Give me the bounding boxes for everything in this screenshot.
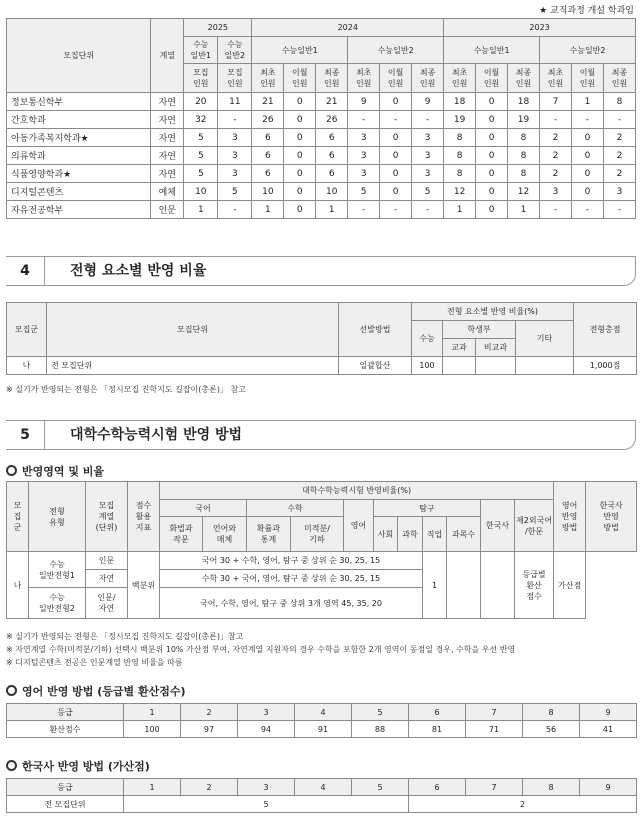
- section-5-note-1: ※ 실기가 반영되는 전형은 「정시모집 진학지도 길잡이(총론)」참고: [6, 632, 244, 641]
- header-korean-1: 화법과 작문: [160, 517, 203, 552]
- english-score: 56: [523, 721, 580, 738]
- cell-value: 3: [540, 183, 572, 201]
- cell-track: 인문: [151, 201, 184, 219]
- cell-value: 0: [284, 93, 316, 111]
- header-nonsubject: 비교과: [476, 339, 516, 357]
- cell-value: 7: [540, 93, 572, 111]
- header-math-1: 확률과 통계: [247, 517, 291, 552]
- grade-header: 3: [238, 704, 295, 721]
- cell-value: 18: [444, 93, 476, 111]
- col-carryover: 이월 인원: [284, 64, 316, 93]
- cell-value: 12: [444, 183, 476, 201]
- cell-history: [447, 552, 481, 619]
- section-number: 4: [6, 257, 45, 285]
- header-etc: 기타: [516, 321, 574, 357]
- table-row: [7, 183, 636, 201]
- cell-value: 0: [284, 129, 316, 147]
- section-title: 대학수학능력시험 반영 방법: [70, 427, 243, 443]
- header-vocational: 직업: [423, 517, 447, 552]
- section-5-note-3: ※ 디지털콘텐츠 전공은 인문계열 반영 비율을 따름: [6, 658, 183, 667]
- cell-value: 19: [508, 111, 540, 129]
- cell-track: 자연: [151, 147, 184, 165]
- header-math: 수학: [247, 500, 344, 517]
- cell-value: -: [380, 201, 412, 219]
- cell-value: 19: [444, 111, 476, 129]
- grade-header: 9: [580, 704, 637, 721]
- cell-value: 3: [218, 129, 252, 147]
- header-math-2: 미적분/ 기하: [291, 517, 344, 552]
- cell-value: 1: [184, 201, 218, 219]
- header-record: 학생부: [443, 321, 516, 339]
- table-row: [7, 111, 636, 129]
- cell-value: -: [603, 201, 635, 219]
- group-2024-gen1: 수능일반1: [252, 37, 348, 64]
- row-label-all: 전 모집단위: [7, 796, 124, 813]
- grade-header: 7: [466, 704, 523, 721]
- cell-value: 26: [252, 111, 284, 129]
- grade-header: 4: [295, 704, 352, 721]
- cell-value: 0: [284, 165, 316, 183]
- cell-value: 0: [571, 183, 603, 201]
- header-suneung: 수능: [412, 321, 443, 357]
- cell-unit-name: 의류학과: [7, 147, 151, 165]
- group-2024-gen2: 수능일반2: [348, 37, 444, 64]
- cell-value: -: [571, 201, 603, 219]
- section-number: 5: [6, 421, 45, 449]
- quota-table: [6, 18, 636, 219]
- english-score: 100: [124, 721, 181, 738]
- cell-type-2: 수능 일반전형2: [29, 588, 86, 619]
- cell-value: 1: [444, 201, 476, 219]
- cell-track: 자연: [151, 129, 184, 147]
- cell-value: 0: [476, 183, 508, 201]
- cell-value: 8: [444, 129, 476, 147]
- cell-value: 9: [412, 93, 444, 111]
- cell-suneung: 100: [412, 357, 443, 375]
- cell-value: 2: [540, 165, 572, 183]
- cell-value: 1: [316, 201, 348, 219]
- grade-header: 1: [124, 779, 181, 796]
- header-korean-2: 언어와 매체: [203, 517, 247, 552]
- cell-value: 21: [252, 93, 284, 111]
- col-final: 최종 인원: [412, 64, 444, 93]
- cell-value: 0: [476, 147, 508, 165]
- cell-value: -: [412, 201, 444, 219]
- cell-value: 0: [476, 165, 508, 183]
- cell-group: 나: [7, 552, 29, 619]
- cell-value: 0: [380, 129, 412, 147]
- col-carryover: 이월 인원: [476, 64, 508, 93]
- cell-value: -: [218, 111, 252, 129]
- english-score: 88: [352, 721, 409, 738]
- history-table: [6, 778, 637, 813]
- cell-value: 3: [412, 165, 444, 183]
- grade-header: 4: [295, 779, 352, 796]
- group-2023-gen1: 수능일반1: [444, 37, 540, 64]
- cell-track-both: 인문/ 자연: [86, 588, 128, 619]
- col-final: 최종 인원: [508, 64, 540, 93]
- cell-value: -: [571, 111, 603, 129]
- col-initial: 최초 인원: [540, 64, 572, 93]
- grade-header: 3: [238, 779, 295, 796]
- cell-value: -: [348, 111, 380, 129]
- cell-second-lang: [481, 552, 515, 619]
- cell-value: 0: [380, 183, 412, 201]
- cell-track: 자연: [151, 111, 184, 129]
- cell-value: 21: [316, 93, 348, 111]
- grade-header: 2: [181, 704, 238, 721]
- table-row: [7, 201, 636, 219]
- cell-unit-name: 디지털콘텐츠: [7, 183, 151, 201]
- english-score: 71: [466, 721, 523, 738]
- cell-eng-method: 등급별 환산 점수: [515, 552, 554, 619]
- cell-value: 10: [252, 183, 284, 201]
- cell-ratio-science: 수학 30 + 국어, 영어, 탐구 중 상위 순 30, 25, 15: [160, 570, 423, 588]
- cell-value: 3: [348, 147, 380, 165]
- cell-value: 6: [252, 147, 284, 165]
- cell-bonus-6-9: 2: [409, 796, 637, 813]
- header-second-lang: 제2외국어 /한문: [515, 500, 554, 552]
- cell-value: 20: [184, 93, 218, 111]
- circle-bullet-icon: [6, 760, 17, 771]
- section-5-note-2: ※ 자연계열 수학(미적분/기하) 선택시 백분위 10% 가산점 부여, 자연계열 지원자의 경우 수학을 포함한 2개 영역이 동점일 경우, 수학을 우선 반영: [6, 645, 516, 654]
- grade-header: 8: [523, 704, 580, 721]
- cell-ratio-top3: 국어, 수학, 영어, 탐구 중 상위 3개 영역 45, 35, 20: [160, 588, 423, 619]
- cell-value: 2: [540, 147, 572, 165]
- grade-header: 5: [352, 704, 409, 721]
- section-5-header: [6, 420, 636, 450]
- header-track: 계열: [151, 19, 184, 93]
- col-initial: 최초 인원: [348, 64, 380, 93]
- header-ratio: 전형 요소별 반영 비율(%): [412, 303, 574, 321]
- col-2025-gen2: 수능 일반2: [218, 37, 252, 64]
- col-quota: 모집 인원: [218, 64, 252, 93]
- section-title: 전형 요소별 반영 비율: [70, 263, 207, 279]
- col-quota: 모집 인원: [184, 64, 218, 93]
- cell-value: 8: [444, 165, 476, 183]
- english-score: 97: [181, 721, 238, 738]
- grade-header: 6: [409, 704, 466, 721]
- cell-value: -: [603, 111, 635, 129]
- cell-value: 2: [603, 129, 635, 147]
- cell-value: 3: [218, 165, 252, 183]
- year-2023: 2023: [444, 19, 636, 37]
- col-2025-gen1: 수능 일반1: [184, 37, 218, 64]
- table-row: [7, 147, 636, 165]
- cell-value: 6: [316, 165, 348, 183]
- cell-value: 5: [218, 183, 252, 201]
- header-hist-method: 한국사 반영 방법: [586, 482, 637, 552]
- cell-value: 10: [316, 183, 348, 201]
- header-korean: 국어: [160, 500, 247, 517]
- cell-value: 18: [508, 93, 540, 111]
- subheading-english: 영어 반영 방법 (등급별 환산점수): [6, 683, 186, 699]
- cell-track: 예체: [151, 183, 184, 201]
- cell-type-1: 수능 일반전형1: [29, 552, 86, 588]
- cell-value: 1: [571, 93, 603, 111]
- cell-value: 3: [218, 147, 252, 165]
- suneung-table: [6, 481, 637, 619]
- cell-bonus-1-5: 5: [124, 796, 409, 813]
- cell-value: 0: [284, 183, 316, 201]
- cell-value: 6: [252, 129, 284, 147]
- cell-value: -: [348, 201, 380, 219]
- header-unit: 모집단위: [47, 303, 339, 357]
- subheading-areas: 반영영역 및 비율: [6, 463, 104, 479]
- cell-track: 자연: [151, 165, 184, 183]
- grade-header: 7: [466, 779, 523, 796]
- cell-value: 26: [316, 111, 348, 129]
- cell-etc: [516, 357, 574, 375]
- row-label-score: 환산점수: [7, 721, 124, 738]
- cell-unit-name: 아동가족복지학과★: [7, 129, 151, 147]
- header-grade: 등급: [7, 704, 124, 721]
- cell-value: 8: [508, 165, 540, 183]
- cell-ratio-humanities: 국어 30 + 수학, 영어, 탐구 중 상위 순 30, 25, 15: [160, 552, 423, 570]
- grade-header: 6: [409, 779, 466, 796]
- cell-unit-name: 자유전공학부: [7, 201, 151, 219]
- cell-track-science: 자연: [86, 570, 128, 588]
- header-eng-method: 영어 반영 방법: [554, 482, 586, 552]
- cell-unit-name: 정보통신학부: [7, 93, 151, 111]
- group-2023-gen2: 수능일반2: [540, 37, 636, 64]
- header-group: 모집군: [7, 303, 47, 357]
- col-carryover: 이월 인원: [571, 64, 603, 93]
- cell-value: 5: [348, 183, 380, 201]
- col-final: 최종 인원: [603, 64, 635, 93]
- cell-value: 6: [252, 165, 284, 183]
- col-initial: 최초 인원: [252, 64, 284, 93]
- cell-value: 3: [412, 147, 444, 165]
- cell-value: 2: [540, 129, 572, 147]
- cell-value: 3: [412, 129, 444, 147]
- cell-value: 8: [444, 147, 476, 165]
- section-4-note: ※ 실기가 반영되는 전형은 「정시모집 진학지도 길잡이(총론)」 참고: [6, 385, 246, 394]
- cell-value: 0: [380, 93, 412, 111]
- header-inquiry: 탐구: [374, 500, 481, 517]
- header-total: 전형총점: [574, 303, 637, 357]
- header-group: 모 집 군: [7, 482, 29, 552]
- cell-value: 0: [380, 147, 412, 165]
- section-4-header: [6, 256, 636, 286]
- header-science: 과학: [398, 517, 423, 552]
- cell-subject: [443, 357, 476, 375]
- header-method: 선발방법: [339, 303, 412, 357]
- cell-value: -: [540, 201, 572, 219]
- cell-track: 자연: [151, 93, 184, 111]
- grade-header: 1: [124, 704, 181, 721]
- header-track: 모집 계열 (단위): [86, 482, 128, 552]
- cell-value: 2: [603, 165, 635, 183]
- cell-track-humanities: 인문: [86, 552, 128, 570]
- cell-method: 일괄합산: [339, 357, 412, 375]
- grade-header: 8: [523, 779, 580, 796]
- table-row: [7, 165, 636, 183]
- table-row: [7, 93, 636, 111]
- ratio-table: [6, 302, 637, 375]
- col-final: 최종 인원: [316, 64, 348, 93]
- cell-value: -: [412, 111, 444, 129]
- grade-header: 2: [181, 779, 238, 796]
- cell-value: -: [540, 111, 572, 129]
- cell-unit-name: 식품영양학과★: [7, 165, 151, 183]
- subheading-history: 한국사 반영 방법 (가산점): [6, 758, 150, 774]
- header-subject-count: 과목수: [447, 517, 481, 552]
- cell-value: 5: [412, 183, 444, 201]
- cell-value: 1: [508, 201, 540, 219]
- circle-bullet-icon: [6, 685, 17, 696]
- cell-value: 3: [348, 165, 380, 183]
- cell-value: -: [218, 201, 252, 219]
- cell-subject-count: 1: [423, 552, 447, 619]
- cell-value: 6: [316, 129, 348, 147]
- cell-value: 1: [252, 201, 284, 219]
- english-score: 91: [295, 721, 352, 738]
- cell-value: 3: [603, 183, 635, 201]
- cell-unit: 전 모집단위: [47, 357, 339, 375]
- col-carryover: 이월 인원: [380, 64, 412, 93]
- header-score: 점수 활용 지표: [128, 482, 160, 552]
- cell-nonsubject: [476, 357, 516, 375]
- cell-value: 11: [218, 93, 252, 111]
- cell-value: 9: [348, 93, 380, 111]
- header-ratio: 대학수학능력시험 반영비율(%): [160, 482, 554, 500]
- header-english: 영어: [344, 500, 374, 552]
- cell-value: 0: [284, 147, 316, 165]
- cell-value: 6: [316, 147, 348, 165]
- cell-hist-method: 가산점: [554, 552, 586, 619]
- col-initial: 최초 인원: [444, 64, 476, 93]
- cell-value: 8: [508, 129, 540, 147]
- cell-total: 1,000점: [574, 357, 637, 375]
- cell-value: 8: [603, 93, 635, 111]
- grade-header: 5: [352, 779, 409, 796]
- cell-unit-name: 간호학과: [7, 111, 151, 129]
- header-history: 한국사: [481, 500, 515, 552]
- cell-value: 10: [184, 183, 218, 201]
- circle-bullet-icon: [6, 465, 17, 476]
- header-subject: 교과: [443, 339, 476, 357]
- cell-value: 12: [508, 183, 540, 201]
- cell-value: 3: [348, 129, 380, 147]
- cell-value: 0: [380, 165, 412, 183]
- cell-value: 0: [571, 147, 603, 165]
- cell-value: 0: [476, 201, 508, 219]
- cell-value: 0: [476, 129, 508, 147]
- cell-value: 5: [184, 165, 218, 183]
- year-2024: 2024: [252, 19, 444, 37]
- cell-value: 0: [571, 165, 603, 183]
- english-score: 81: [409, 721, 466, 738]
- top-note: ★ 교직과정 개설 학과임: [539, 6, 634, 16]
- table-row: [7, 129, 636, 147]
- english-score: 94: [238, 721, 295, 738]
- cell-value: 32: [184, 111, 218, 129]
- cell-value: 0: [571, 129, 603, 147]
- grade-header: 9: [580, 779, 637, 796]
- header-social: 사회: [374, 517, 398, 552]
- cell-value: -: [380, 111, 412, 129]
- year-2025: 2025: [184, 19, 252, 37]
- cell-value: 5: [184, 129, 218, 147]
- cell-value: 8: [508, 147, 540, 165]
- cell-score: 백분위: [128, 552, 160, 619]
- header-unit: 모집단위: [7, 19, 151, 93]
- cell-value: 0: [476, 111, 508, 129]
- english-score: 41: [580, 721, 637, 738]
- cell-group: 나: [7, 357, 47, 375]
- cell-value: 2: [603, 147, 635, 165]
- header-grade: 등급: [7, 779, 124, 796]
- cell-value: 5: [184, 147, 218, 165]
- cell-value: 0: [476, 93, 508, 111]
- cell-value: 0: [284, 111, 316, 129]
- header-type: 전형 유형: [29, 482, 86, 552]
- english-table: [6, 703, 637, 738]
- cell-value: 0: [284, 201, 316, 219]
